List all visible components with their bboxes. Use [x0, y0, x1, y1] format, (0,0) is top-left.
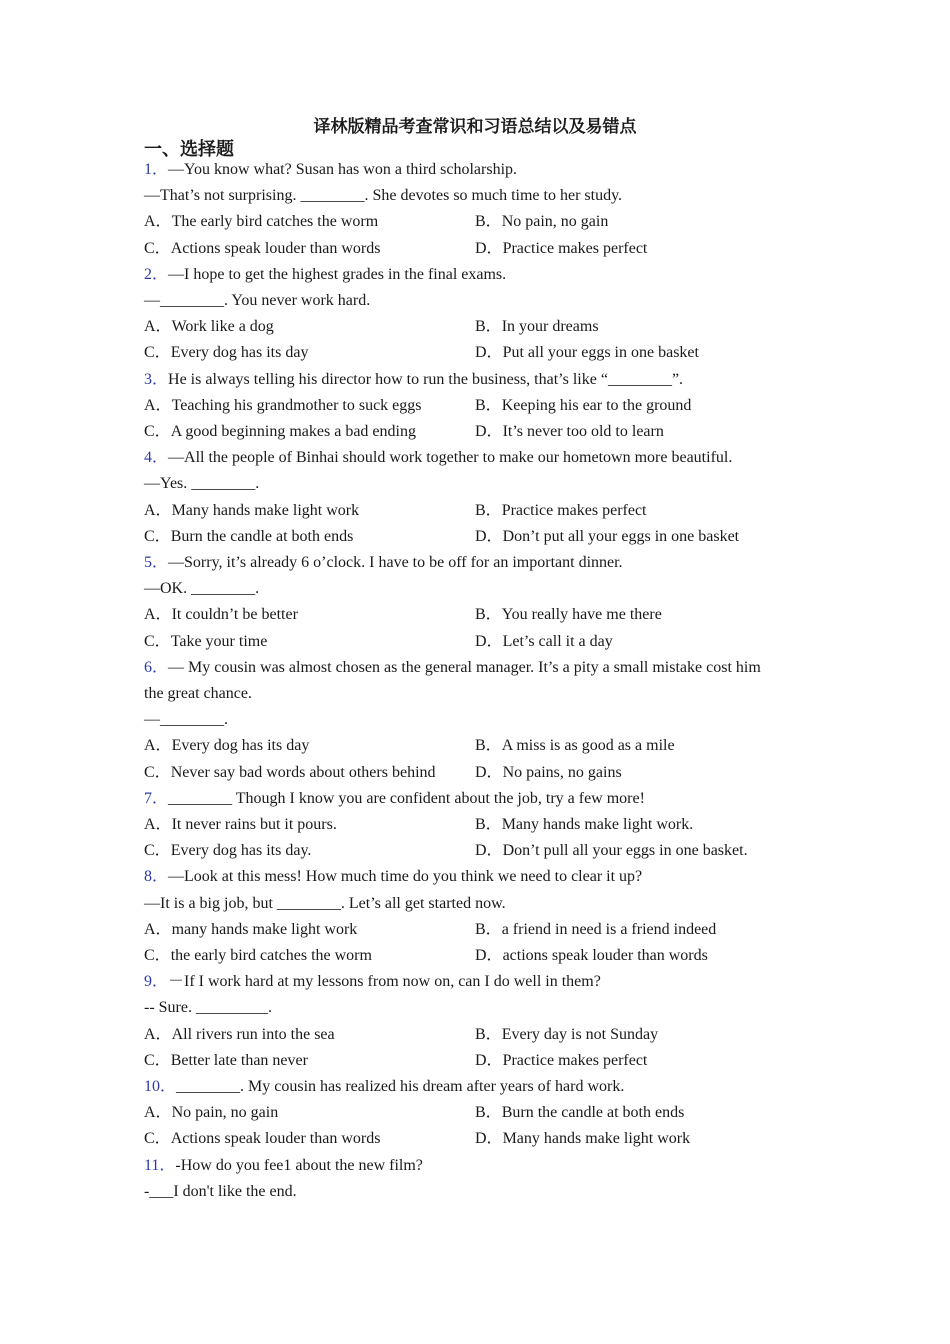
- option-text: Don’t pull all your eggs in one basket.: [502, 842, 748, 860]
- question-text: —OK. ________.: [144, 580, 260, 598]
- option-text: actions speak louder than words: [502, 947, 708, 964]
- question-line: [144, 474, 259, 494]
- option-text: Don’t put all your eggs in one basket: [502, 527, 740, 545]
- option-text: Take your time: [170, 632, 268, 650]
- option-text: You really have me there: [501, 606, 662, 624]
- question-text: —I hope to get the highest grades in the final exams.: [168, 265, 507, 283]
- option-d[interactable]: [475, 763, 622, 783]
- option-letter: D．: [475, 344, 503, 362]
- question-line: [144, 1182, 297, 1202]
- option-d[interactable]: [475, 527, 739, 547]
- question-text: -- Sure. _________.: [144, 999, 272, 1017]
- option-letter: C．: [144, 1051, 171, 1069]
- option-letter: A．: [144, 318, 172, 336]
- question-stem: [144, 658, 761, 678]
- option-b[interactable]: [475, 920, 716, 940]
- option-letter: A．: [144, 920, 172, 938]
- option-text: Every dog has its day: [171, 737, 310, 755]
- question-number: 10．: [144, 1078, 177, 1095]
- question-stem: [144, 160, 517, 180]
- option-text: Many hands make light work: [171, 501, 360, 519]
- option-letter: B．: [475, 1104, 502, 1122]
- option-text: the early bird catches the worm: [170, 947, 372, 964]
- option-text: Actions speak louder than words: [170, 239, 381, 257]
- option-a[interactable]: [144, 1025, 335, 1045]
- question-number: 8．: [144, 868, 169, 886]
- question-stem: [144, 867, 642, 887]
- question-text: He is always telling his director how to run the business, that’s like “________”.: [168, 370, 684, 388]
- option-b[interactable]: [475, 212, 608, 232]
- question-text: —Sorry, it’s already 6 o’clock. I have to be off for an important dinner.: [168, 554, 623, 571]
- document-title: 译林版精品考查常识和习语总结以及易错点: [313, 117, 637, 136]
- option-a[interactable]: [144, 736, 309, 756]
- option-d[interactable]: [475, 946, 708, 966]
- question-number: 1．: [144, 161, 169, 178]
- option-text: No pain, no gain: [171, 1104, 279, 1122]
- option-b[interactable]: [475, 1103, 684, 1123]
- option-d[interactable]: [475, 841, 748, 861]
- option-c[interactable]: [144, 527, 353, 547]
- question-stem: [144, 370, 683, 390]
- option-text: A miss is as good as a mile: [501, 737, 675, 755]
- option-letter: C．: [144, 842, 171, 860]
- option-b[interactable]: [475, 501, 647, 521]
- option-letter: D．: [475, 947, 503, 964]
- option-text: It’s never too old to learn: [502, 423, 664, 440]
- question-line: [144, 894, 506, 914]
- question-line: [144, 186, 622, 206]
- option-letter: B．: [475, 1025, 502, 1043]
- question-text: the great chance.: [144, 685, 252, 702]
- question-number: 4．: [144, 449, 169, 467]
- option-c[interactable]: [144, 763, 436, 783]
- option-a[interactable]: [144, 920, 357, 940]
- question-text: ________ Though I know you are confident about the job, try a few more!: [168, 789, 645, 807]
- option-text: Burn the candle at both ends: [501, 1104, 685, 1122]
- question-number: 3．: [144, 370, 169, 388]
- option-b[interactable]: [475, 317, 599, 337]
- option-b[interactable]: [475, 605, 662, 625]
- option-text: Let’s call it a day: [502, 632, 613, 650]
- option-text: A good beginning makes a bad ending: [170, 423, 416, 440]
- option-b[interactable]: [475, 396, 691, 416]
- question-line: [144, 684, 252, 704]
- question-text: —All the people of Binhai should work together to make our hometown more beautiful.: [168, 449, 733, 467]
- option-text: Actions speak louder than words: [170, 1130, 381, 1148]
- question-stem: [144, 789, 645, 809]
- option-letter: A．: [144, 396, 172, 414]
- option-letter: D．: [475, 423, 503, 440]
- option-letter: A．: [144, 1104, 172, 1122]
- question-line: [144, 710, 228, 730]
- option-letter: D．: [475, 763, 503, 781]
- option-text: Many hands make light work: [502, 1130, 691, 1148]
- question-number: 7．: [144, 789, 169, 807]
- question-text: —You know what? Susan has won a third scholarship.: [168, 161, 518, 178]
- option-d[interactable]: [475, 239, 647, 259]
- option-c[interactable]: [144, 1051, 308, 1071]
- question-text: —Yes. ________.: [144, 475, 260, 493]
- option-c[interactable]: [144, 946, 372, 966]
- option-c[interactable]: [144, 343, 308, 363]
- option-letter: C．: [144, 344, 171, 362]
- option-letter: D．: [475, 842, 503, 860]
- option-text: Many hands make light work.: [501, 816, 694, 833]
- option-text: Practice makes perfect: [502, 239, 648, 257]
- option-d[interactable]: [475, 632, 613, 652]
- option-d[interactable]: [475, 422, 664, 442]
- question-stem: [144, 1156, 423, 1176]
- option-a[interactable]: [144, 815, 337, 835]
- option-text: Every dog has its day: [170, 344, 309, 362]
- option-b[interactable]: [475, 736, 675, 756]
- question-number: 5．: [144, 554, 169, 571]
- option-letter: A．: [144, 737, 172, 755]
- option-d[interactable]: [475, 1129, 690, 1149]
- option-c[interactable]: [144, 422, 416, 442]
- option-letter: C．: [144, 1130, 171, 1148]
- option-letter: D．: [475, 1051, 503, 1069]
- option-letter: D．: [475, 1130, 503, 1148]
- option-letter: C．: [144, 527, 171, 545]
- option-letter: D．: [475, 632, 503, 650]
- option-letter: C．: [144, 239, 171, 257]
- question-text: — My cousin was almost chosen as the general manager. It’s a pity a small mistake cost him: [168, 658, 761, 676]
- option-text: It never rains but it pours.: [171, 816, 337, 833]
- option-text: Work like a dog: [171, 318, 274, 336]
- option-text: In your dreams: [501, 318, 599, 336]
- option-text: Every day is not Sunday: [501, 1025, 659, 1043]
- option-text: All rivers run into the sea: [171, 1025, 335, 1043]
- option-letter: C．: [144, 632, 171, 650]
- option-text: many hands make light work: [171, 920, 358, 938]
- option-c[interactable]: [144, 1129, 380, 1149]
- question-text: —________. You never work hard.: [144, 292, 371, 309]
- option-text: a friend in need is a friend indeed: [501, 920, 717, 938]
- question-text: ________. My cousin has realized his dream after years of hard work.: [176, 1078, 625, 1095]
- question-text: —Look at this mess! How much time do you think we need to clear it up?: [168, 868, 643, 886]
- option-c[interactable]: [144, 841, 311, 861]
- option-a[interactable]: [144, 1103, 278, 1123]
- option-text: Keeping his ear to the ground: [501, 396, 692, 414]
- option-letter: D．: [475, 527, 503, 545]
- option-letter: A．: [144, 1025, 172, 1043]
- option-letter: A．: [144, 816, 172, 833]
- option-letter: C．: [144, 423, 171, 440]
- option-letter: D．: [475, 239, 503, 257]
- question-line: [144, 579, 259, 599]
- option-d[interactable]: [475, 343, 699, 363]
- question-text: —It is a big job, but ________. Let’s all get started now.: [144, 894, 506, 912]
- question-text: -___I don't like the end.: [144, 1182, 297, 1200]
- option-letter: B．: [475, 606, 502, 624]
- question-stem: [144, 1077, 624, 1097]
- option-a[interactable]: [144, 317, 274, 337]
- option-text: Better late than never: [170, 1051, 308, 1069]
- option-a[interactable]: [144, 605, 298, 625]
- option-letter: B．: [475, 318, 502, 336]
- option-text: Never say bad words about others behind: [170, 763, 436, 781]
- option-letter: B．: [475, 737, 502, 755]
- option-a[interactable]: [144, 396, 422, 416]
- option-letter: B．: [475, 213, 502, 231]
- option-b[interactable]: [475, 1025, 658, 1045]
- option-letter: C．: [144, 763, 171, 781]
- question-number: 6．: [144, 658, 169, 676]
- option-text: No pain, no gain: [501, 213, 609, 231]
- option-text: Practice makes perfect: [502, 1051, 648, 1069]
- option-text: Burn the candle at both ends: [170, 527, 354, 545]
- option-text: Put all your eggs in one basket: [502, 344, 699, 362]
- option-text: Every dog has its day.: [170, 842, 312, 860]
- option-text: It couldn’t be better: [171, 606, 298, 624]
- section-heading: 一、选择题: [144, 139, 234, 159]
- question-text: —That’s not surprising. ________. She devotes so much time to her study.: [144, 187, 623, 205]
- option-letter: C．: [144, 947, 171, 964]
- option-text: The early bird catches the worm: [171, 213, 379, 231]
- question-stem: [144, 448, 732, 468]
- question-stem: [144, 972, 601, 992]
- question-text: —________.: [144, 711, 228, 729]
- option-b[interactable]: [475, 815, 693, 835]
- option-letter: B．: [475, 920, 502, 938]
- option-letter: A．: [144, 606, 172, 624]
- question-number: 2．: [144, 265, 169, 283]
- option-d[interactable]: [475, 1051, 647, 1071]
- option-letter: A．: [144, 501, 172, 519]
- question-text: -How do you fee1 about the new film?: [175, 1156, 423, 1174]
- option-letter: B．: [475, 396, 502, 414]
- question-line: [144, 998, 272, 1018]
- option-text: No pains, no gains: [502, 763, 622, 781]
- option-text: Practice makes perfect: [501, 501, 647, 519]
- question-number: 11．: [144, 1156, 176, 1174]
- option-letter: B．: [475, 816, 502, 833]
- option-text: Teaching his grandmother to suck eggs: [171, 396, 422, 414]
- option-letter: A．: [144, 213, 172, 231]
- option-a[interactable]: [144, 212, 378, 232]
- option-c[interactable]: [144, 239, 380, 259]
- option-letter: B．: [475, 501, 502, 519]
- option-c[interactable]: [144, 632, 267, 652]
- question-stem: [144, 265, 506, 285]
- question-line: [144, 291, 370, 311]
- question-stem: [144, 553, 623, 573]
- option-a[interactable]: [144, 501, 359, 521]
- question-text: －If I work hard at my lessons from now on, can I do well in them?: [168, 973, 601, 991]
- question-number: 9．: [144, 973, 169, 991]
